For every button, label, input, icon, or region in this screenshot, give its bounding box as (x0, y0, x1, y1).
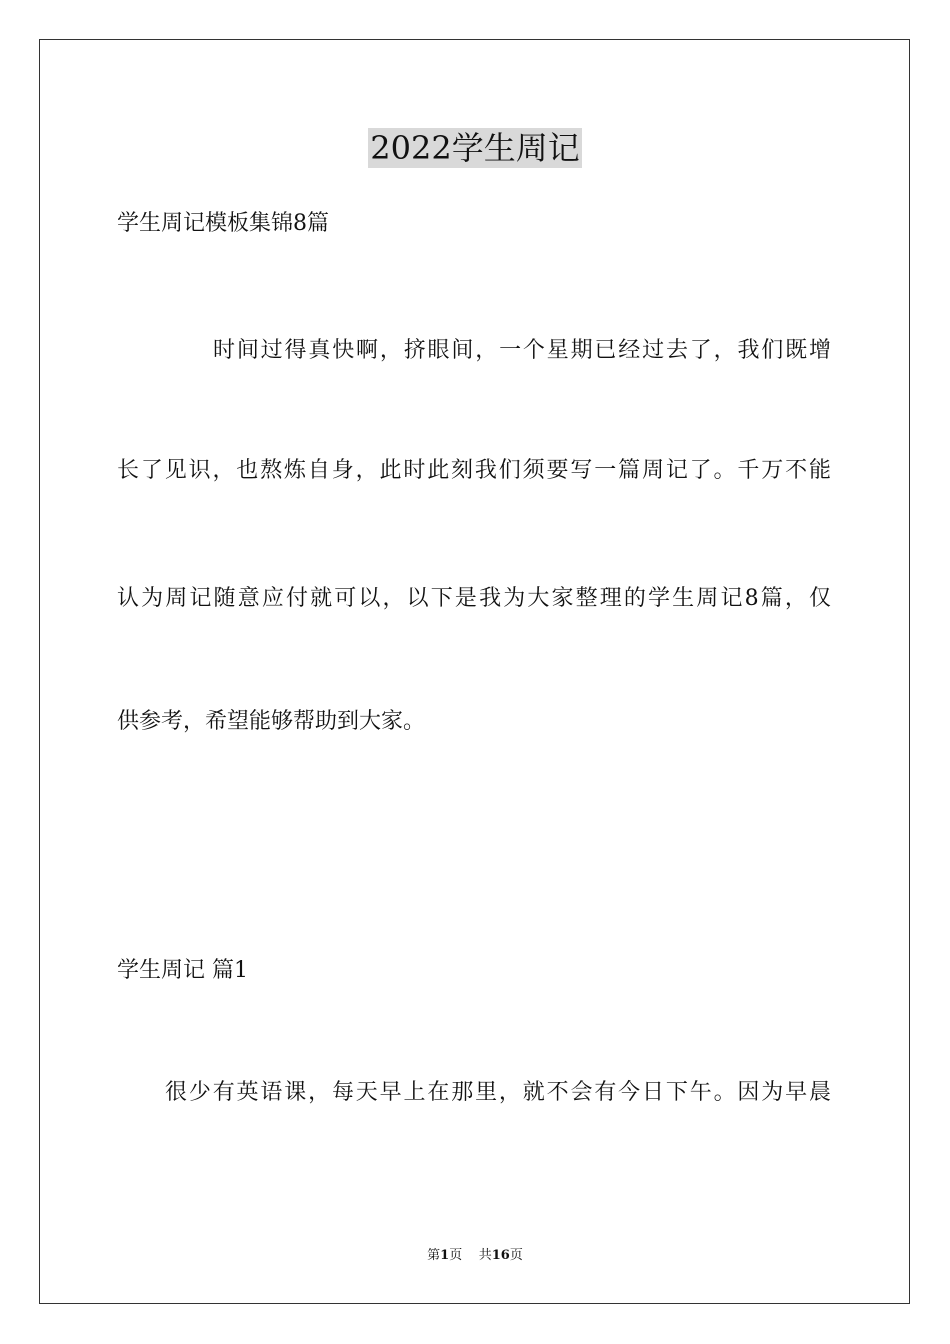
section-heading: 学生周记 篇1 (117, 958, 248, 983)
document-subtitle: 学生周记模板集锦8篇 (117, 211, 329, 236)
document-title-container (0, 128, 950, 168)
footer-page-unit: 页 (449, 1248, 463, 1263)
footer-page-prefix: 第 (427, 1248, 441, 1263)
footer-page-current: 1 (440, 1248, 450, 1263)
footer-total-prefix: 共 (478, 1248, 492, 1263)
intro-line-4: 供参考，希望能够帮助到大家。 (117, 709, 426, 734)
footer-total-unit: 页 (509, 1248, 523, 1263)
intro-line-1: 时间过得真快啊，挤眼间，一个星期已经过去了，我们既增 (213, 338, 831, 363)
footer-page-total: 16 (491, 1248, 510, 1263)
intro-line-2: 长了见识，也熬炼自身，此时此刻我们须要写一篇周记了。千万不能 (117, 458, 831, 483)
section-first-line: 很少有英语课，每天早上在那里，就不会有今日下午。因为早晨 (165, 1080, 831, 1105)
intro-line-3: 认为周记随意应付就可以，以下是我为大家整理的学生周记8篇，仅 (117, 586, 831, 611)
page-footer (0, 1247, 950, 1265)
document-title: 2022学生周记 (370, 129, 580, 167)
